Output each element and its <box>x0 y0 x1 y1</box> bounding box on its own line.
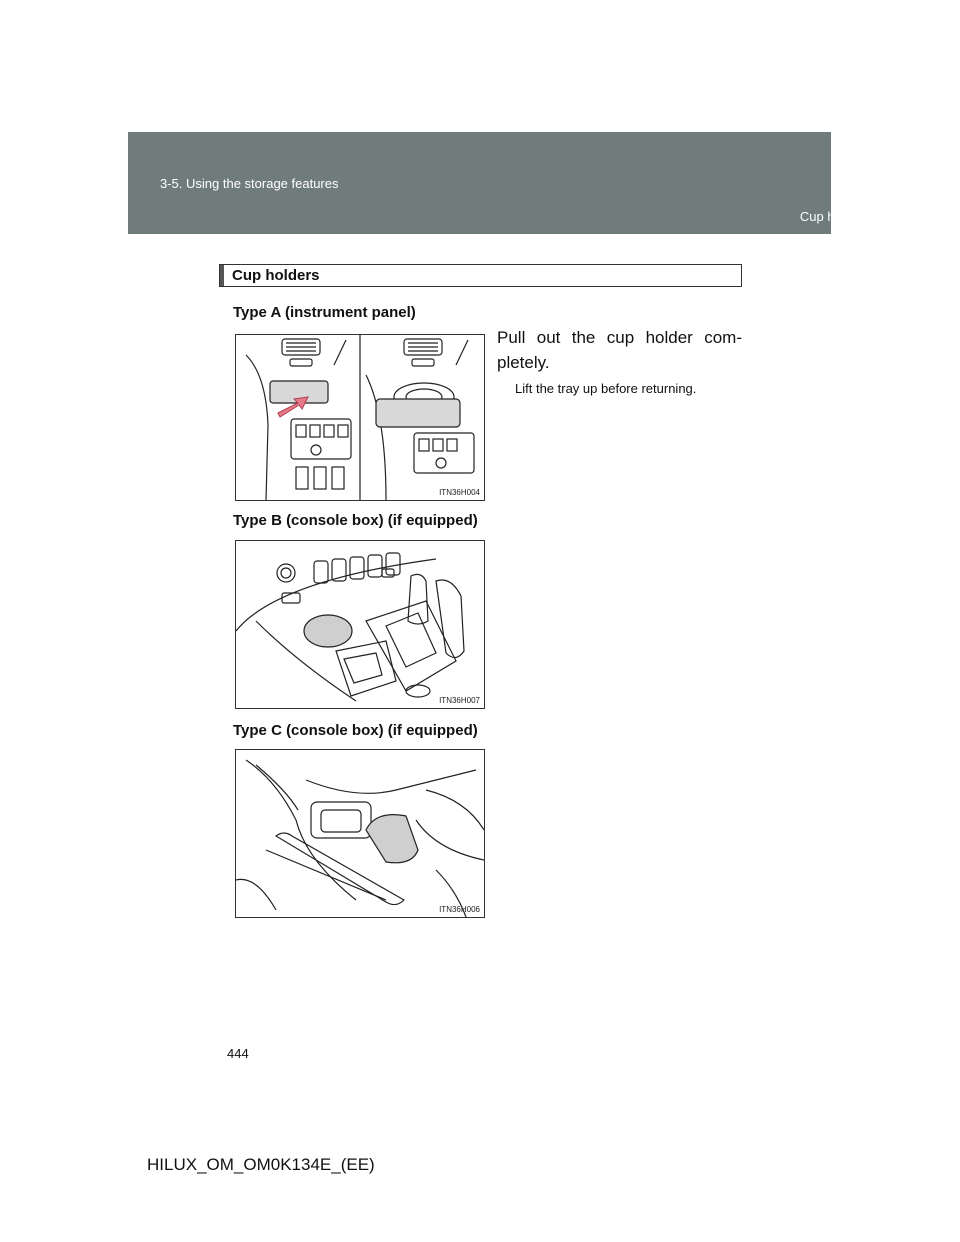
section-title-box <box>219 264 742 287</box>
console-box-c-illustration <box>236 750 484 917</box>
topic-label: Cup holders <box>799 209 870 224</box>
console-box-b-illustration <box>236 541 484 708</box>
type-b-heading: Type B (console box) (if equipped) <box>233 512 478 529</box>
type-a-instruction: Pull out the cup holder com-pletely. <box>497 328 742 372</box>
figure-type-a <box>235 334 485 501</box>
figure-code-c: ITN36H006 <box>439 905 480 914</box>
section-title: Cup holders <box>232 267 320 284</box>
document-code: HILUX_OM_OM0K134E_(EE) <box>147 1155 375 1174</box>
page-number: 444 <box>227 1046 249 1061</box>
figure-code-b: ITN36H007 <box>439 696 480 705</box>
type-a-note: Lift the tray up before returning. <box>515 381 697 396</box>
figure-type-c <box>235 749 485 918</box>
figure-type-b <box>235 540 485 709</box>
type-c-heading: Type C (console box) (if equipped) <box>233 722 478 739</box>
instrument-panel-illustration <box>236 335 484 500</box>
type-a-heading: Type A (instrument panel) <box>233 304 416 321</box>
section-reference: 3-5. Using the storage features <box>160 176 339 191</box>
figure-code-a: ITN36H004 <box>439 488 480 497</box>
